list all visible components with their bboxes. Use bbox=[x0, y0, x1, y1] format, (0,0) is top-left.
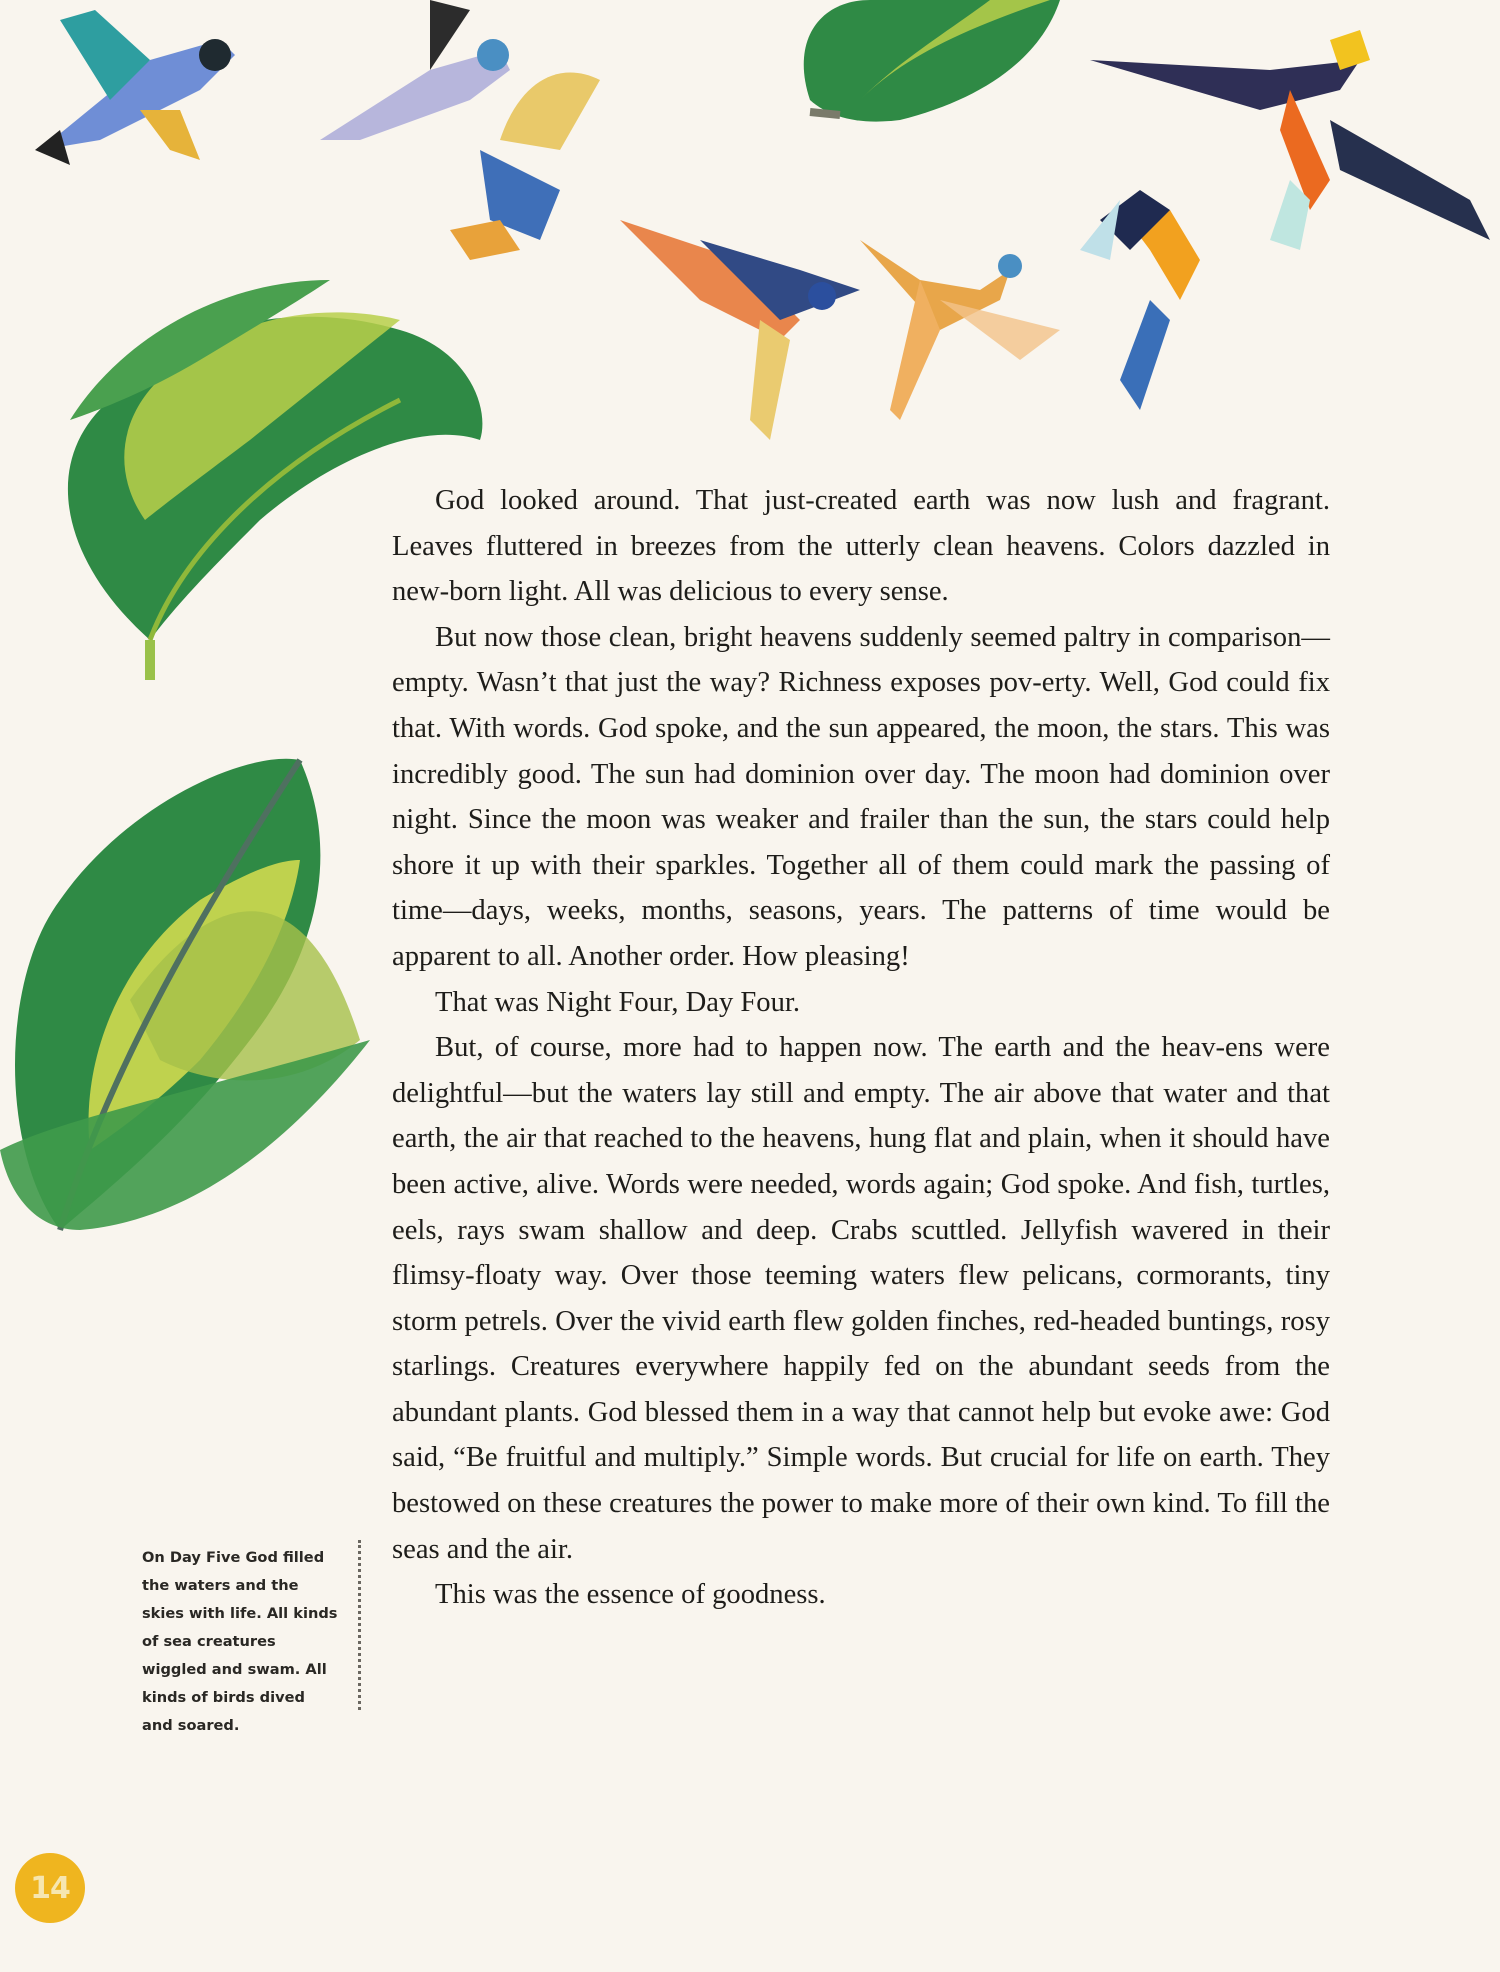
bird-icon bbox=[1080, 190, 1200, 410]
bird-icon bbox=[35, 10, 235, 165]
paragraph: This was the essence of goodness. bbox=[435, 1579, 826, 1611]
paragraph: But now those clean, bright heavens suddenly seemed paltry in comparison—empty. Wasn’t that just the way? Richness exposes pov-erty. Well, God could fix that. With words. God spoke, and the sun appeared, the moon, the stars. This was incredibly good. The sun had dominion over day. The moon had dominion over night. Since the moon was weaker and frailer than the sun, the stars could help shore it up with their sparkles. Together all of them could mark the passing of time—days, weeks, months, seasons, years. The patterns of time would be apparent to all. Another order. How pleasing! bbox=[392, 621, 1330, 972]
page-number: 14 bbox=[15, 1853, 85, 1923]
bird-icon bbox=[320, 0, 600, 260]
leaf-icon bbox=[804, 0, 1060, 122]
paragraph: But, of course, more had to happen now. The earth and the heav-ens were delightful—but the waters lay still and empty. The air above that water and that earth, the air that reached to the heavens, hung flat and plain, when it should have been active, alive. Words were needed, words again; God spoke. And fish, turtles, eels, rays swam shallow and deep. Crabs scuttled. Jellyfish wavered in their flimsy-floaty way. Over those teeming waters flew pelicans, cormorants, tiny storm petrels. Over the vivid earth flew golden finches, red-headed buntings, rosy starlings. Creatures everywhere happily fed on the abundant seeds from the abundant plants. God blessed them in a way that cannot help but evoke awe: God said, “Be fruitful and multiply.” Simple words. But crucial for life on earth. They bestowed on these creatures the power to make more of their own kind. To fill the seas and the air. bbox=[392, 1032, 1330, 1565]
leaf-icon bbox=[0, 759, 370, 1230]
body-text bbox=[392, 478, 1330, 1618]
sidebar-caption: On Day Five God filled the waters and the skies with life. All kinds of sea creatures wiggled and swam. All kinds of birds dived and soared. bbox=[142, 1549, 338, 1734]
divider bbox=[358, 1540, 361, 1710]
paragraph: That was Night Four, Day Four. bbox=[435, 986, 800, 1018]
bird-icon bbox=[860, 240, 1060, 420]
bird-icon bbox=[620, 220, 860, 440]
paragraph: God looked around. That just-created earth was now lush and fragrant. Leaves fluttered in breezes from the utterly clean heavens. Colors dazzled in new-born light. All was delicious to every sense. bbox=[392, 485, 1330, 608]
